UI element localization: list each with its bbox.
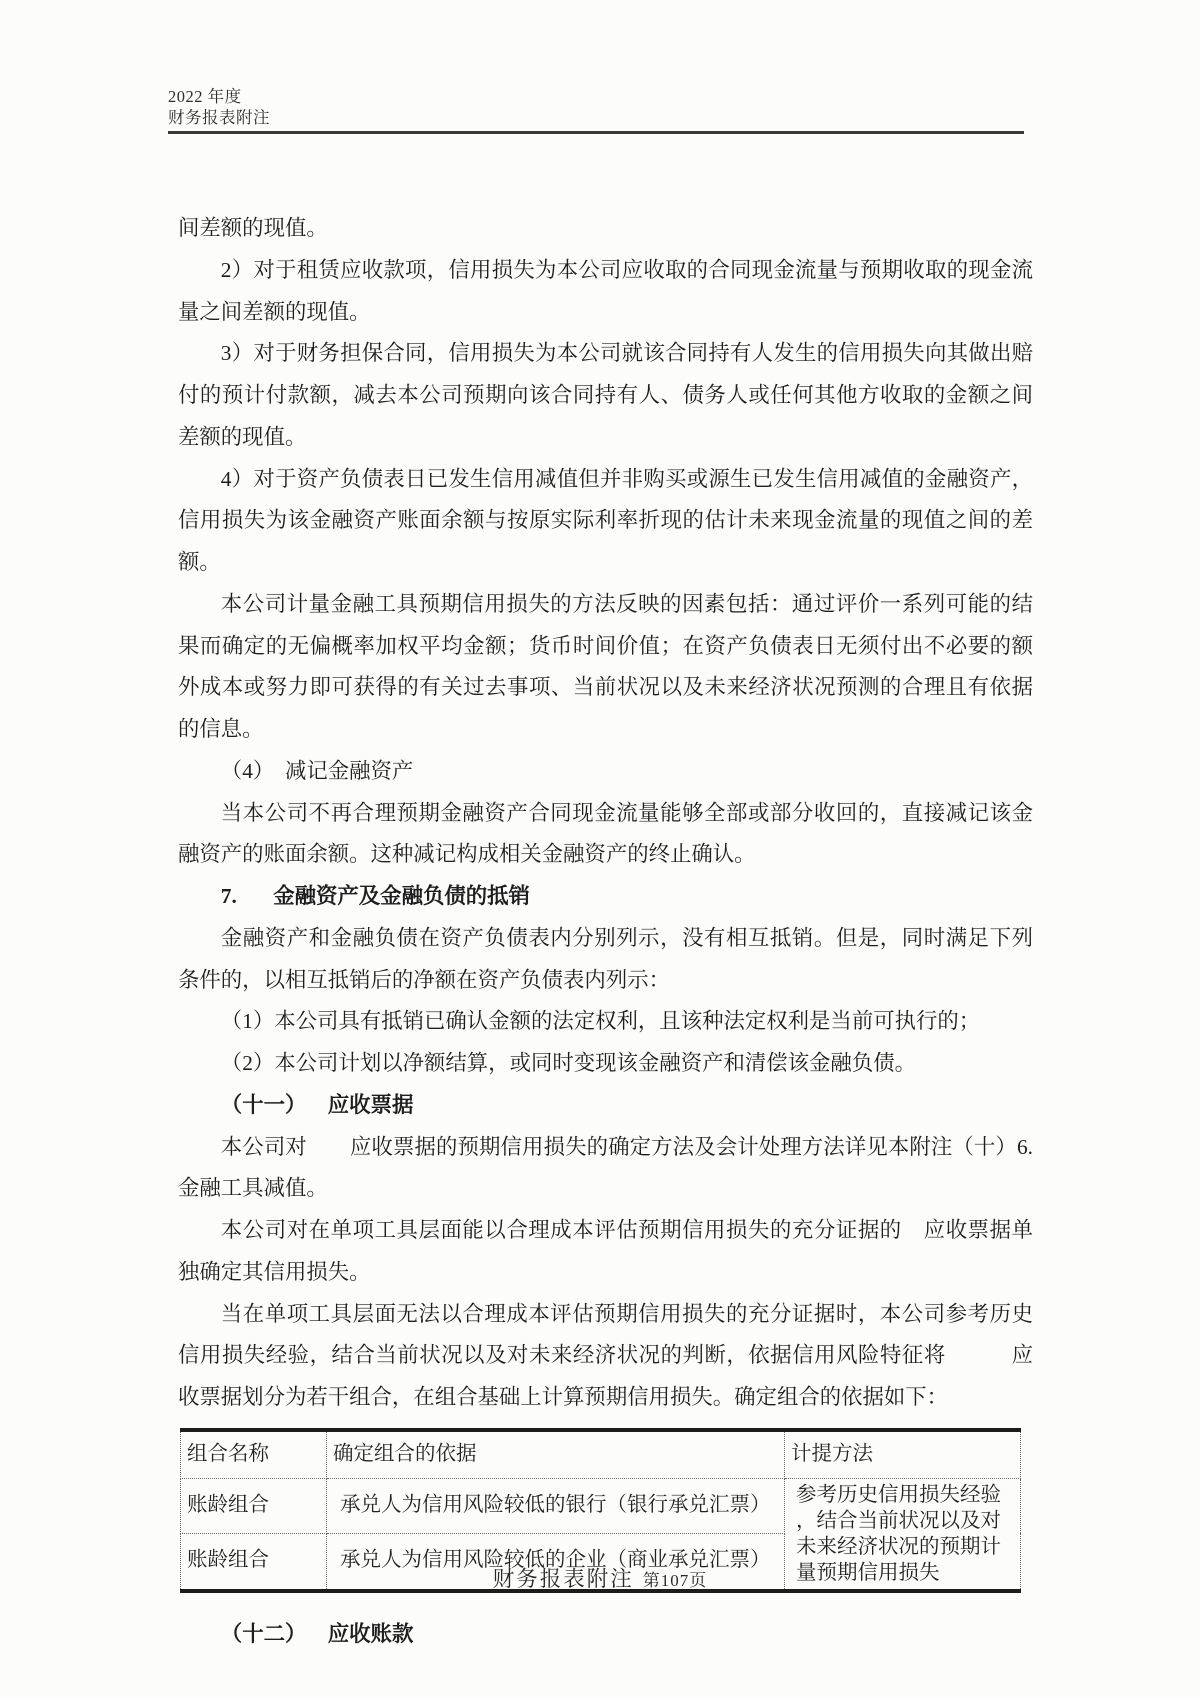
heading-text: 应收票据 <box>327 1092 414 1117</box>
header-rule <box>168 131 1024 134</box>
paragraph: （1）本公司具有抵销已确认金额的法定权利，且该种法定权利是当前可执行的； <box>220 1009 981 1034</box>
paragraph: 当本公司不再合理预期金融资产合同现金流量能够全部或部分收回的，直接减记该金融资产的账面余额。这种减记构成相关金融资产的终止确认。 <box>178 800 1033 867</box>
header-title: 财务报表附注 <box>168 108 270 127</box>
paragraph: 2）对于租赁应收款项，信用损失为本公司应收取的合同现金流量与预期收取的现金流量之间差额的现值。 <box>178 257 1033 324</box>
table-head <box>181 1430 1021 1478</box>
paragraph: （2）本公司计划以净额结算，或同时变现该金融资产和清偿该金融负债。 <box>220 1051 916 1075</box>
heading-number: （十一） <box>220 1092 307 1117</box>
footer-page-number: 第107页 <box>642 1571 708 1590</box>
section-heading-notes-receivable <box>178 1085 1033 1127</box>
paragraph: 间差额的现值。 <box>178 216 328 240</box>
cell-method-merged: 参考历史信用损失经验，结合当前状况以及对未来经济状况的预期计量预期信用损失 <box>785 1478 1021 1591</box>
paragraph: （4） 减记金融资产 <box>220 758 414 783</box>
paragraph: 本公司对在单项工具层面能以合理成本评估预期信用损失的充分证据的 应收票据单独确定其信用损失。 <box>178 1218 1033 1284</box>
paragraph: 3）对于财务担保合同，信用损失为本公司就该合同持有人发生的信用损失向其做出赔付的预计付款额，减去本公司预期向该合同持有人、债务人或任何其他方收取的金额之间差额的现值。 <box>178 341 1033 449</box>
heading-number: （十二） <box>220 1621 307 1646</box>
table-header-method: 计提方法 <box>785 1430 1021 1478</box>
paragraph: 本公司计量金融工具预期信用损失的方法反映的因素包括：通过评价一系列可能的结果而确定的无偏概率加权平均金额；货币时间价值；在资产负债表日无须付出不必要的额外成本或努力即可获得的有关过去事项、当前状况以及未来经济状况预测的合理且有依据的信息。 <box>178 591 1033 741</box>
section-heading-offsetting <box>178 876 1033 918</box>
table-header-portfolio-name: 组合名称 <box>181 1430 327 1478</box>
table-row <box>181 1478 1021 1533</box>
running-header <box>168 86 270 128</box>
cell-portfolio-name: 账龄组合 <box>181 1478 327 1533</box>
page-footer <box>0 1562 1200 1593</box>
paragraph: 当在单项工具层面无法以合理成本评估预期信用损失的充分证据时，本公司参考历史信用损失经验，结合当前状况以及对未来经济状况的判断，依据信用风险特征将 应收票据划分为若干组合，在组合基础上计算预期信用损失。确定组合的依据如下： <box>178 1301 1033 1409</box>
paragraph: 4）对于资产负债表日已发生信用减值但并非购买或源生已发生信用减值的金融资产，信用损失为该金融资产账面余额与按原实际利率折现的估计未来现金流量的现值之间的差额。 <box>178 466 1033 574</box>
heading-number: 7. <box>220 884 237 908</box>
table-header-basis: 确定组合的依据 <box>327 1430 785 1478</box>
footer-title: 财务报表附注 <box>492 1567 634 1591</box>
cell-portfolio-name: 账龄组合 <box>181 1533 327 1590</box>
heading-text: 金融资产及金融负债的抵销 <box>273 884 530 908</box>
table-header-row <box>181 1430 1021 1478</box>
cell-basis: 承兑人为信用风险较低的企业（商业承兑汇票） <box>327 1533 785 1590</box>
paragraph: 金融资产和金融负债在资产负债表内分别列示，没有相互抵销。但是，同时满足下列条件的，以相互抵销后的净额在资产负债表内列示： <box>178 925 1033 992</box>
document-body <box>178 208 1033 1655</box>
paragraph: 本公司对 应收票据的预期信用损失的确定方法及会计处理方法详见本附注（十）6.金融工具减值。 <box>178 1134 1033 1201</box>
header-year: 2022 年度 <box>168 87 242 106</box>
cell-basis: 承兑人为信用风险较低的银行（银行承兑汇票） <box>327 1478 785 1533</box>
heading-text: 应收账款 <box>327 1621 414 1646</box>
section-heading-accounts-receivable <box>178 1614 1033 1656</box>
